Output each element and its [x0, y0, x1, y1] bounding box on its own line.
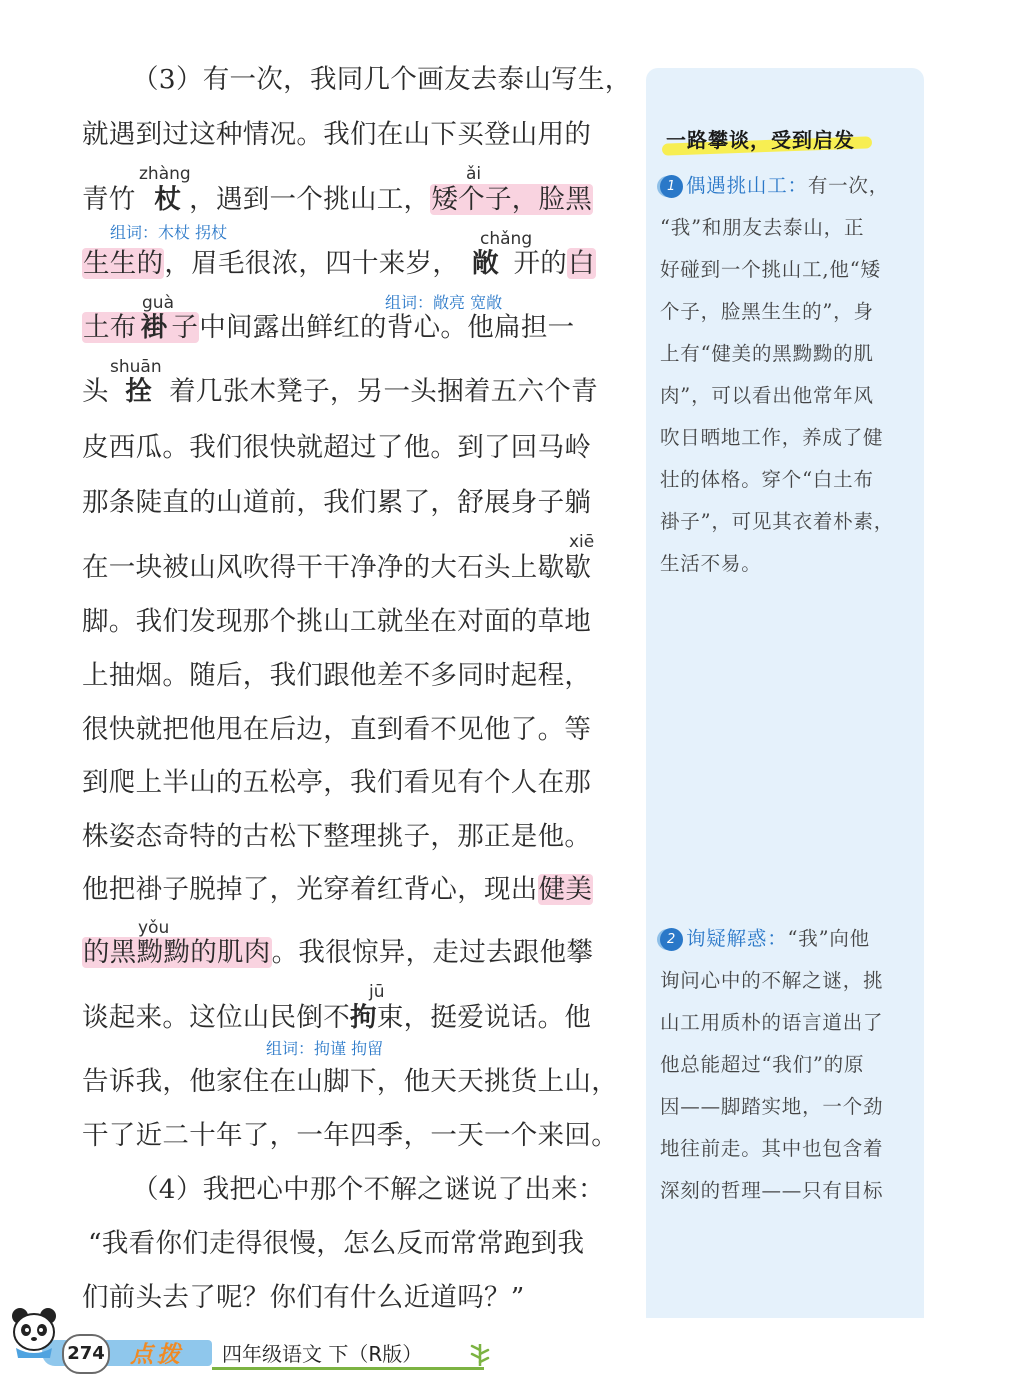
- paragraph-text: 那条陡直的山道前，我们累了，舒展身子躺: [82, 487, 592, 518]
- pinyin-ai: ǎi: [466, 164, 482, 184]
- pinyin-ju: jū: [369, 982, 385, 1002]
- paragraph-text: 株姿态奇特的古松下整理挑子，那正是他。: [82, 821, 592, 852]
- footer-underline: [212, 1367, 484, 1370]
- paragraph-text: 束，挺爱说话。他: [376, 1002, 592, 1033]
- text-line: [82, 60, 630, 100]
- note-line: 上有“健美的黑黝黝的肌: [660, 342, 874, 365]
- paragraph-text: 很快就把他甩在后边，直到看不见他了。等: [82, 714, 592, 745]
- paragraph-text: ，眉毛很浓，四十来岁，: [164, 248, 460, 279]
- paragraph-text: 到爬上半山的五松亭，我们看见有个人在那: [82, 767, 592, 798]
- text-line: [82, 656, 630, 696]
- text-line: [82, 1062, 630, 1102]
- note-text: “我”向他: [787, 927, 870, 950]
- text-line: [82, 372, 630, 412]
- pinyin-gua: guà: [142, 293, 174, 313]
- paragraph-text: （4）我把心中那个不解之谜说了出来：: [132, 1174, 605, 1205]
- paragraph-text: 。我很惊异，走过去跟他攀: [271, 937, 594, 968]
- note-line: 山工用质朴的语言道出了: [660, 1011, 884, 1034]
- pinyin-shuan: shuān: [110, 357, 162, 377]
- note-line: 因——脚踏实地，一个劲: [660, 1095, 884, 1118]
- note-line: 他总能超过“我们”的原: [660, 1053, 865, 1076]
- brand-logo-text: 点拨: [130, 1342, 184, 1368]
- page-footer: [0, 1300, 1010, 1392]
- note-line: 个子，脸黑生生的”，身: [660, 300, 874, 323]
- paragraph-text: 告诉我，他家住在山脚下，他天天挑货上山，: [82, 1066, 618, 1097]
- paragraph-text: 们前头去了呢？你们有什么近道吗？”: [82, 1282, 525, 1313]
- paragraph-text: 就遇到过这种情况。我们在山下买登山用的: [82, 119, 592, 150]
- highlighted-text: [82, 312, 199, 343]
- text-line: [82, 483, 630, 523]
- text-line: [82, 428, 630, 468]
- paragraph-text: 干了近二十年了，一年四季，一天一个来回。: [82, 1120, 618, 1151]
- note-1-head: 偶遇挑山工：: [686, 174, 808, 197]
- note-line: 吹日晒地工作，养成了健: [660, 426, 884, 449]
- note-line: 生活不易。: [660, 552, 762, 575]
- text-line: [82, 817, 630, 857]
- paragraph-text: ，遇到一个挑山工，: [189, 184, 431, 215]
- paragraph-text: 谈起来。这位山民倒不: [82, 1002, 350, 1033]
- note-number-badge: 1: [660, 175, 683, 198]
- vocab-note-zhang: 组词：木杖 拐杖: [110, 223, 228, 242]
- text-line: [82, 933, 630, 973]
- highlighted-part: 土布: [83, 312, 137, 343]
- note-text: 有一次，: [807, 174, 890, 197]
- note-line: 好碰到一个挑山工,他“矮: [660, 258, 881, 281]
- panda-mascot-icon: [4, 1300, 64, 1360]
- pinyin-xie: xiē: [569, 532, 595, 552]
- highlighted-text: 的黑黝黝的肌肉: [83, 937, 271, 968]
- text-line: [82, 1116, 630, 1156]
- annotated-char: 拴: [125, 376, 153, 407]
- paragraph-text: 中间露出鲜红的背心。他扁担一: [199, 312, 575, 343]
- paragraph-text: 脚。我们发现那个挑山工就坐在对面的草地: [82, 606, 592, 637]
- text-line: [82, 308, 630, 348]
- note-2-header: [660, 918, 915, 960]
- pinyin-chang: chǎng: [480, 229, 533, 249]
- book-title: 四年级语文 下（R版）: [222, 1342, 423, 1366]
- paragraph-text: 头: [82, 376, 109, 407]
- text-line: [82, 870, 630, 910]
- note-line: 地往前走。其中也包含着: [660, 1137, 884, 1160]
- paragraph-text: “我看你们走得很慢，怎么反而常常跑到我: [88, 1228, 585, 1259]
- text-line: [82, 548, 630, 588]
- note-number-badge: 2: [660, 928, 683, 951]
- annotated-char: 敞: [471, 248, 499, 279]
- note-line: 肉”，可以看出他常年风: [660, 384, 874, 407]
- pinyin-zhang: zhàng: [139, 164, 191, 184]
- highlighted-text: 矮个子，脸黑: [431, 184, 593, 215]
- annotated-char: 杖: [154, 184, 182, 215]
- note-line: 询问心中的不解之谜，挑: [660, 969, 884, 992]
- paragraph-text: 他把褂子脱掉了，光穿着红背心，现出: [82, 874, 538, 905]
- text-line: [82, 244, 630, 284]
- paragraph-text: 皮西瓜。我们很快就超过了他。到了回马岭: [82, 432, 592, 463]
- note-2-head: 询疑解惑：: [686, 927, 788, 950]
- note-line: 壮的体格。穿个“白土布: [660, 468, 874, 491]
- highlighted-text: 健美: [538, 874, 593, 905]
- vocab-note-chang: 组词：敞亮 宽敞: [385, 293, 503, 312]
- page-number: 274: [62, 1334, 110, 1374]
- text-line: [82, 180, 630, 220]
- vocab-note-ju: 组词：拘谨 拘留: [266, 1039, 384, 1058]
- note-line: 深刻的哲理——只有目标: [660, 1179, 884, 1202]
- text-line: [82, 115, 630, 155]
- text-line: [82, 602, 630, 642]
- annotated-char: 拘: [350, 1002, 377, 1033]
- paragraph-text: （3）有一次，我同几个画友去泰山写生，: [132, 64, 632, 95]
- text-line: [82, 710, 630, 750]
- highlighted-part: 子: [171, 312, 199, 343]
- pinyin-you: yǒu: [138, 918, 170, 938]
- text-line: [82, 763, 630, 803]
- note-line: “我”和朋友去泰山，正: [660, 216, 865, 239]
- grass-icon: [466, 1340, 494, 1368]
- note-line: 褂子”，可见其衣着朴素，: [660, 510, 895, 533]
- highlighted-text: 生生的: [83, 248, 164, 279]
- paragraph-text: 着几张木凳子，另一头捆着五六个青: [169, 376, 598, 407]
- paragraph-text: 青竹: [82, 184, 136, 215]
- annotated-char: 褂: [140, 312, 168, 343]
- paragraph-text: 开的: [513, 248, 568, 279]
- text-line: [82, 1170, 630, 1210]
- paragraph-text: 上抽烟。随后，我们跟他差不多同时起程，: [82, 660, 592, 691]
- highlighted-text: 白: [568, 248, 595, 279]
- sidebar-title: 一路攀谈，受到启发: [666, 128, 855, 152]
- note-1-header: [660, 165, 915, 207]
- text-line: [82, 998, 630, 1038]
- paragraph-text: 在一块被山风吹得干干净净的大石头上歇歇: [82, 552, 592, 583]
- text-line: [82, 1224, 630, 1264]
